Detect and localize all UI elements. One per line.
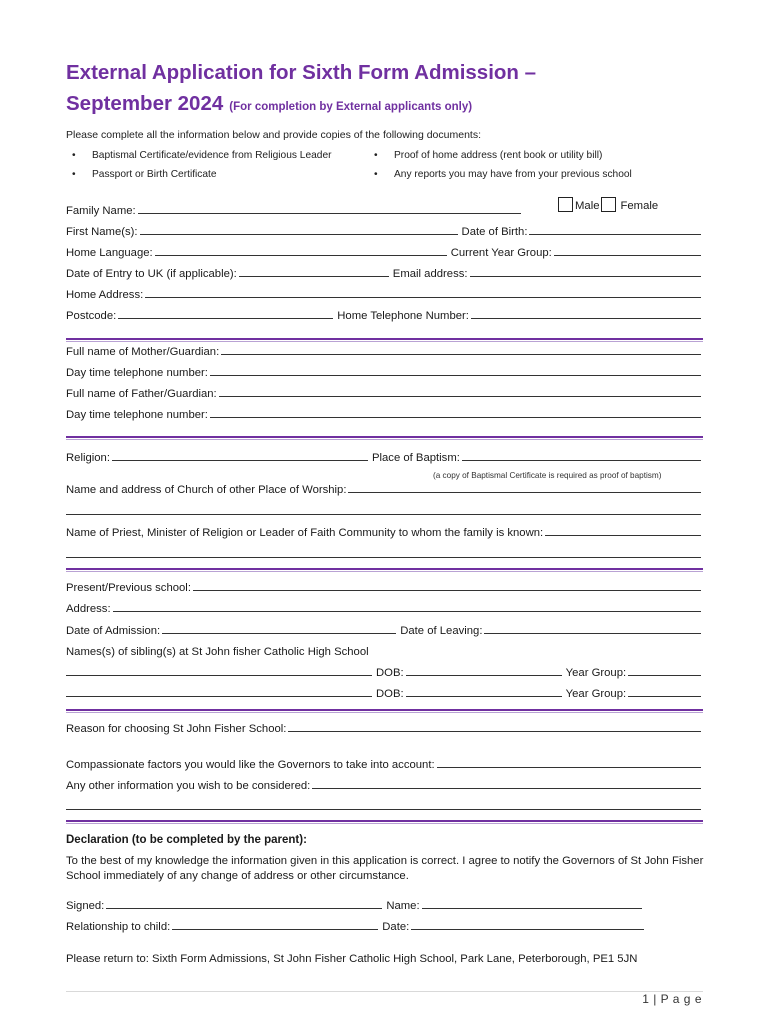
date-entry-field[interactable] — [239, 276, 389, 277]
home-address-label: Home Address: — [66, 289, 144, 301]
family-name-row — [66, 201, 521, 217]
bullet-item: • Any reports you may have from your previous school — [374, 169, 632, 180]
date-entry-label: Date of Entry to UK (if applicable): — [66, 268, 237, 280]
sibling-year-group-label: Year Group: — [565, 688, 627, 700]
signature-row — [66, 896, 642, 912]
place-of-baptism-field[interactable] — [462, 460, 701, 461]
other-info-continuation-row — [66, 797, 701, 813]
compassionate-field[interactable] — [437, 767, 701, 768]
relationship-row — [66, 917, 644, 933]
bullet-item: • Passport or Birth Certificate — [72, 169, 217, 180]
school-address-row — [66, 599, 701, 615]
home-phone-label: Home Telephone Number: — [337, 310, 469, 322]
date-admission-field[interactable] — [162, 633, 396, 634]
baptism-note: (a copy of Baptismal Certificate is required as proof of baptism) — [433, 471, 662, 480]
current-year-group-field[interactable] — [554, 255, 701, 256]
sibling-row — [66, 663, 701, 679]
family-name-label: Family Name: — [66, 205, 136, 217]
email-field[interactable] — [470, 276, 701, 277]
form-title-date: September 2024 — [66, 92, 224, 115]
section-divider — [66, 338, 703, 340]
female-label: Female — [620, 200, 659, 212]
previous-school-row — [66, 578, 701, 594]
other-info-field-continued[interactable] — [66, 809, 701, 810]
return-address: Please return to: Sixth Form Admissions, St John Fisher Catholic High School, Park Lane, Peterborough, PE1 5JN — [66, 953, 638, 965]
day-phone-2-field[interactable] — [210, 417, 701, 418]
email-label: Email address: — [392, 268, 468, 280]
dates-row — [66, 621, 701, 637]
declaration-heading: Declaration (to be completed by the parent): — [66, 834, 307, 846]
mother-row — [66, 342, 701, 358]
male-checkbox[interactable] — [558, 197, 573, 212]
signed-field[interactable] — [106, 908, 382, 909]
religion-label: Religion: — [66, 452, 110, 464]
date-field[interactable] — [411, 929, 644, 930]
sibling-year-group-field[interactable] — [628, 675, 701, 676]
postcode-row — [66, 306, 701, 322]
day-phone-1-label: Day time telephone number: — [66, 367, 208, 379]
sibling-name-field[interactable] — [66, 696, 372, 697]
church-field[interactable] — [348, 492, 701, 493]
school-address-label: Address: — [66, 603, 111, 615]
postcode-label: Postcode: — [66, 310, 117, 322]
footer-divider — [66, 991, 703, 992]
father-label: Full name of Father/Guardian: — [66, 388, 217, 400]
bullet-item: • Baptismal Certificate/evidence from Religious Leader — [72, 150, 332, 161]
priest-label: Name of Priest, Minister of Religion or Leader of Faith Community to whom the family is known: — [66, 527, 544, 539]
home-language-row — [66, 243, 701, 259]
priest-field-continued[interactable] — [66, 557, 701, 558]
section-divider — [66, 709, 703, 711]
sibling-row — [66, 684, 701, 700]
postcode-field[interactable] — [118, 318, 333, 319]
mother-label: Full name of Mother/Guardian: — [66, 346, 220, 358]
priest-continuation-row — [66, 545, 701, 561]
siblings-heading-row — [66, 642, 701, 658]
siblings-heading: Names(s) of sibling(s) at St John fisher Catholic High School — [66, 646, 369, 658]
day-phone-2-label: Day time telephone number: — [66, 409, 208, 421]
family-name-field[interactable] — [138, 213, 521, 214]
section-divider — [66, 568, 703, 570]
priest-row — [66, 523, 701, 539]
date-admission-label: Date of Admission: — [66, 625, 161, 637]
first-names-row — [66, 222, 701, 238]
gender-options — [558, 197, 658, 212]
previous-school-label: Present/Previous school: — [66, 582, 191, 594]
female-checkbox[interactable] — [601, 197, 616, 212]
compassionate-row — [66, 755, 701, 771]
church-label: Name and address of Church of other Place of Worship: — [66, 484, 347, 496]
church-continuation-row — [66, 502, 701, 518]
day-phone-1-field[interactable] — [210, 375, 701, 376]
date-leaving-label: Date of Leaving: — [400, 625, 483, 637]
declaration-text: To the best of my knowledge the information given in this application is correct. I agree to notify the Governors of St John Fisher School immediately of any change of address or other circumstance. — [66, 855, 704, 882]
home-address-row — [66, 285, 701, 301]
form-title-note: (For completion by External applicants only) — [229, 101, 473, 113]
sibling-name-field[interactable] — [66, 675, 372, 676]
home-language-label: Home Language: — [66, 247, 153, 259]
sibling-dob-label: DOB: — [376, 688, 404, 700]
day-phone-2-row — [66, 405, 701, 421]
reason-field[interactable] — [288, 731, 701, 732]
relationship-field[interactable] — [172, 929, 378, 930]
church-row — [66, 480, 701, 496]
relationship-label: Relationship to child: — [66, 921, 171, 933]
signed-label: Signed: — [66, 900, 105, 912]
other-info-row — [66, 776, 701, 792]
page-number: 1 | P a g e — [642, 992, 702, 1006]
sibling-year-group-label: Year Group: — [565, 667, 627, 679]
dob-field[interactable] — [529, 234, 701, 235]
form-title-line1: External Application for Sixth Form Admission – — [66, 61, 537, 84]
bullet-item: • Proof of home address (rent book or utility bill) — [374, 150, 603, 161]
name-field[interactable] — [422, 908, 642, 909]
bullet-text: Any reports you may have from your previous school — [394, 169, 632, 180]
church-field-continued[interactable] — [66, 514, 701, 515]
father-row — [66, 384, 701, 400]
intro-text: Please complete all the information below and provide copies of the following documents: — [66, 129, 481, 141]
sibling-dob-label: DOB: — [376, 667, 404, 679]
other-info-label: Any other information you wish to be considered: — [66, 780, 311, 792]
reason-label: Reason for choosing St John Fisher School: — [66, 723, 287, 735]
male-label: Male — [575, 200, 600, 212]
bullet-text: Baptismal Certificate/evidence from Religious Leader — [92, 150, 332, 161]
first-names-field[interactable] — [140, 234, 458, 235]
place-of-baptism-label: Place of Baptism: — [371, 452, 460, 464]
other-info-field[interactable] — [312, 788, 701, 789]
day-phone-1-row — [66, 363, 701, 379]
compassionate-label: Compassionate factors you would like the Governors to take into account: — [66, 759, 435, 771]
bullet-text: Proof of home address (rent book or utility bill) — [394, 150, 603, 161]
sibling-year-group-field[interactable] — [628, 696, 701, 697]
section-divider — [66, 436, 703, 438]
date-label: Date: — [382, 921, 410, 933]
reason-row — [66, 719, 701, 735]
father-field[interactable] — [219, 396, 701, 397]
school-address-field[interactable] — [113, 611, 701, 612]
date-entry-row — [66, 264, 701, 280]
section-divider — [66, 820, 703, 822]
sibling-dob-field[interactable] — [406, 696, 562, 697]
religion-row — [66, 448, 701, 464]
form-title-line2 — [66, 92, 472, 116]
religion-field[interactable] — [112, 460, 368, 461]
home-language-field[interactable] — [155, 255, 447, 256]
dob-label: Date of Birth: — [461, 226, 528, 238]
sibling-dob-field[interactable] — [406, 675, 562, 676]
home-phone-field[interactable] — [471, 318, 701, 319]
name-label: Name: — [386, 900, 420, 912]
current-year-group-label: Current Year Group: — [450, 247, 552, 259]
previous-school-field[interactable] — [193, 590, 701, 591]
mother-field[interactable] — [221, 354, 701, 355]
first-names-label: First Name(s): — [66, 226, 138, 238]
bullet-text: Passport or Birth Certificate — [92, 169, 217, 180]
priest-field[interactable] — [545, 535, 701, 536]
date-leaving-field[interactable] — [484, 633, 701, 634]
home-address-field[interactable] — [145, 297, 701, 298]
